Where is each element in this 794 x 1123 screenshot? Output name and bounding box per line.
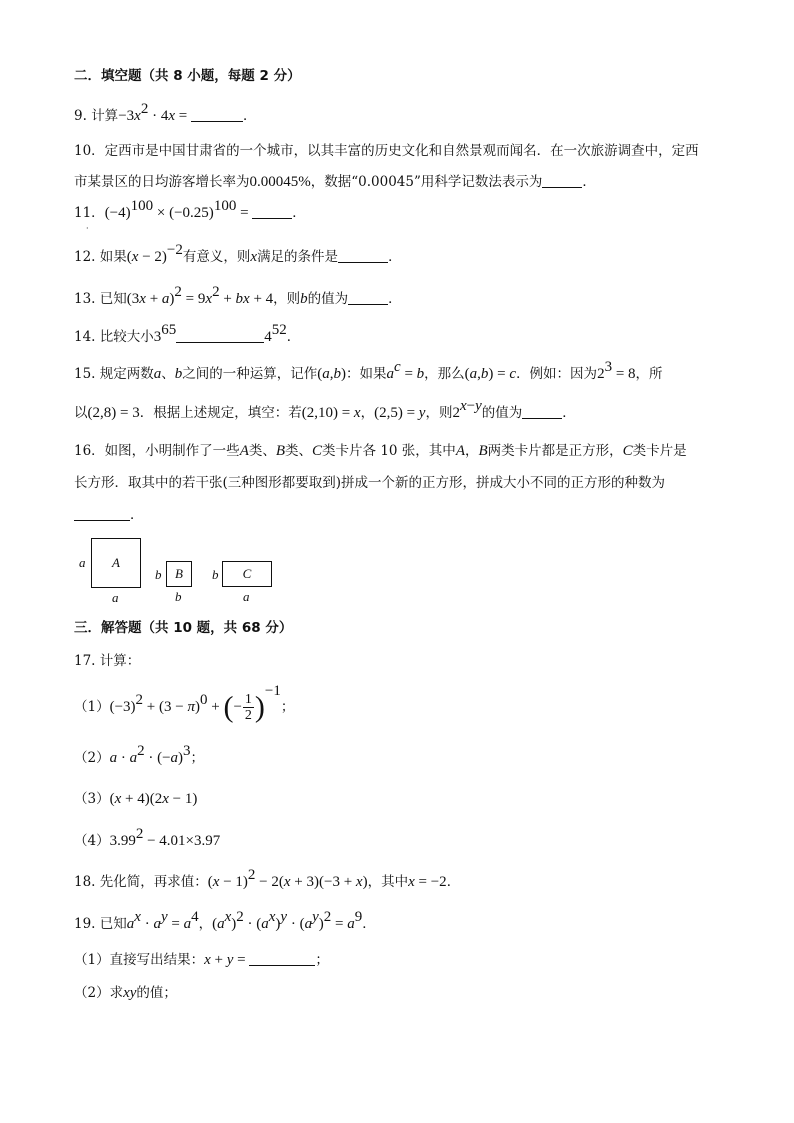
- question-17-part-3: （3）(x + 4)(2x − 1): [74, 791, 198, 807]
- question-10-line-1: 10．定西市是中国甘肃省的一个城市，以其丰富的历史文化和自然景观而闻名．在一次旅游调查中，定西: [74, 143, 699, 159]
- question-19-part-2: （2）求xy的值；: [74, 985, 177, 1001]
- q9-num: 9.: [74, 108, 87, 124]
- answer-blank[interactable]: [249, 951, 315, 966]
- question-15-line-2: 以(2,8) = 3．根据上述规定，填空：若(2,10) = x，(2,5) = y，则$2^{x-y}$的值为 ．: [74, 398, 576, 421]
- section-2-heading: 二．填空题（共 8 小题，每题 2 分）: [74, 68, 301, 84]
- q9-text: 计算: [91, 108, 119, 124]
- label-b-left: b: [155, 567, 162, 582]
- question-17-part-4: $(4)3.99^2 - 4.01\times 3.97$: [74, 826, 221, 849]
- question-9: 9. 计算$-3x^2 \cdot 4x$ = ．: [74, 101, 257, 124]
- stray-dot: ·: [86, 224, 89, 233]
- answer-blank[interactable]: [348, 290, 388, 305]
- section-3-heading: 三．解答题（共 10 题，共 68 分）: [74, 620, 293, 636]
- card-b-square: [166, 561, 192, 587]
- label-b-left-c: b: [212, 567, 219, 582]
- question-16-line-3: ．: [74, 505, 144, 525]
- answer-blank[interactable]: [252, 204, 292, 219]
- question-13: 13. 已知$(3x + a)^2 = 9x^2$ + bx + 4，则b的值为 ．: [74, 284, 402, 307]
- label-a-under-c: a: [243, 589, 250, 604]
- question-19-part-1: （1）直接写出结果：x + y = ；: [74, 952, 329, 968]
- label-a-under: a: [112, 590, 119, 605]
- label-a-left: a: [79, 555, 86, 570]
- question-18: 18. 先化简，再求值：$(x - 1)^2 - 2(x + 3)(-3 + x)$，其中x = −2．: [74, 867, 461, 890]
- question-11: 11．$(-4)^{100} \times (-0.25)^{100}$ = ．: [74, 198, 306, 221]
- question-19: 19. 已知$a^x \cdot a^y = a^4$，$(a^x)^2 \cdot (a^x)^y \cdot (a^y)^2 = a^9$．: [74, 909, 376, 932]
- question-10-line-2: 市某景区的日均游客增长率为0.00045%，数据“0.00045”用科学记数法表示为 ．: [74, 174, 596, 190]
- question-12: 12. 如果$(x - 2)^{-2}$有意义，则x满足的条件是 ．: [74, 242, 402, 265]
- answer-blank[interactable]: [74, 506, 130, 521]
- question-16-line-1: 16．如图，小明制作了一些A类、B类、C类卡片各 10 张，其中A，B两类卡片都是正方形，C类卡片是: [74, 443, 687, 459]
- label-b-under: b: [175, 589, 182, 604]
- question-16-line-2: 长方形．取其中的若干张(三种图形都要取到)拼成一个新的正方形，拼成大小不同的正方形的种数为: [74, 475, 666, 491]
- question-14: 14. 比较大小$3^{65}$ $4^{52}$．: [74, 322, 301, 345]
- question-15-line-1: 15. 规定两数a、b之间的一种运算，记作(a,b)：如果$a^c = b$，那么(a,b) = c．例如：因为$2^3 = 8$，所: [74, 359, 663, 382]
- card-b-label: B: [175, 566, 183, 581]
- card-a-label: A: [112, 555, 120, 570]
- answer-blank[interactable]: [542, 173, 582, 188]
- answer-blank[interactable]: [176, 328, 264, 343]
- card-a-square: [91, 538, 141, 588]
- answer-blank[interactable]: [522, 404, 562, 419]
- answer-blank[interactable]: [338, 248, 388, 263]
- answer-blank[interactable]: [191, 107, 243, 122]
- question-17-title: 17. 计算：: [74, 653, 141, 669]
- question-17-part-2: $(2)a \cdot a^2 \cdot (-a)^3$；: [74, 743, 205, 766]
- card-c-label: C: [242, 566, 252, 581]
- card-c-rectangle: [222, 561, 272, 587]
- question-17-part-1: $(1)(-3)^2 + (3 - \pi)^0$ + (− $\frac{1}{2}$ )$^{-1}$；: [74, 683, 295, 724]
